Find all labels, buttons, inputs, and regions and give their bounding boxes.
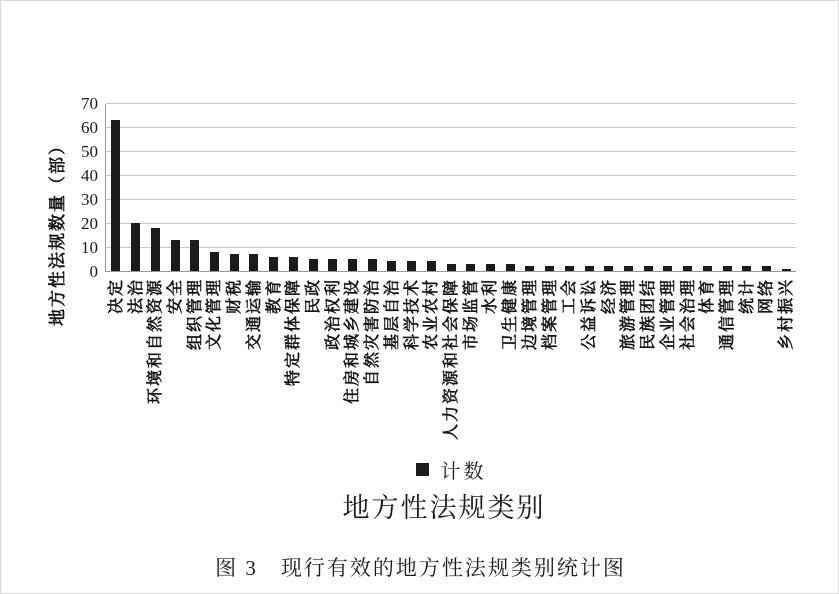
x-category-label: 环境和自然资源 (145, 278, 165, 405)
legend-label: 计数 (440, 461, 487, 483)
x-category-label: 企业管理 (657, 278, 677, 351)
gridline (106, 199, 796, 200)
x-category-label: 教育 (263, 278, 283, 315)
bar (230, 254, 239, 271)
x-category-label: 安全 (165, 278, 184, 315)
x-category-label: 民政 (303, 278, 322, 315)
gridline (106, 175, 796, 176)
bar (309, 259, 318, 271)
x-category-label: 农业农村 (421, 278, 441, 351)
bar (249, 254, 258, 271)
bar (742, 266, 751, 271)
x-category-label: 水利 (480, 278, 500, 315)
y-tick-label: 60 (81, 118, 98, 137)
bar (190, 240, 199, 271)
y-tick-label: 0 (89, 262, 98, 281)
x-category-label: 民族团结 (638, 278, 658, 351)
y-tick-label: 40 (81, 166, 98, 185)
x-category-label: 乡村振兴 (776, 278, 796, 351)
bar (348, 259, 357, 271)
x-category-label: 文化管理 (204, 278, 224, 351)
bar (466, 264, 475, 271)
x-category-label: 基层自治 (381, 278, 401, 351)
gridline (106, 127, 796, 128)
plot-area (106, 104, 796, 272)
x-category-label: 特定群体保障 (283, 278, 303, 387)
bar (703, 266, 712, 271)
x-category-label: 法治 (125, 278, 145, 315)
bar (328, 259, 337, 271)
bar (486, 264, 495, 271)
x-category-label: 社会治理 (677, 278, 697, 351)
y-tick-label: 10 (81, 238, 98, 257)
legend-swatch-icon (416, 463, 429, 476)
bar (269, 257, 278, 271)
figure-caption: 图 3 现行有效的地方性法规类别统计图 (215, 556, 626, 580)
bar (210, 252, 219, 271)
bar (525, 266, 534, 271)
x-category-label: 自然灾害防治 (362, 278, 382, 387)
bar (663, 266, 672, 271)
x-category-label: 人力资源和社会保障 (441, 278, 460, 441)
bar (447, 264, 456, 271)
x-category-label: 统计 (736, 278, 756, 315)
x-category-label: 政治权利 (322, 278, 342, 351)
bar (782, 269, 791, 271)
x-category-label: 旅游管理 (618, 278, 638, 351)
bar (565, 266, 574, 271)
bar (427, 261, 436, 271)
bar (624, 266, 633, 271)
x-category-label: 档案管理 (539, 278, 559, 351)
y-tick-label: 50 (81, 142, 98, 161)
x-category-label: 体育 (697, 278, 717, 315)
bar (604, 266, 613, 271)
x-category-label: 财税 (224, 278, 244, 315)
x-category-label: 卫生健康 (500, 278, 520, 351)
x-category-label: 通信管理 (717, 278, 736, 351)
bar (368, 259, 377, 271)
x-category-label: 住房和城乡建设 (342, 278, 362, 405)
gridline (106, 151, 796, 152)
bar (131, 223, 140, 271)
bar (683, 266, 692, 271)
bar (644, 266, 653, 271)
legend (1, 455, 839, 484)
bar (151, 228, 160, 271)
bar (387, 261, 396, 271)
x-axis-line (106, 271, 796, 272)
x-category-label: 科学技术 (401, 278, 421, 351)
y-axis-title: 地方性法规数量（部） (48, 136, 68, 326)
bar (506, 264, 515, 271)
x-category-label: 网络 (756, 278, 776, 315)
bar (545, 266, 554, 271)
x-category-label: 决定 (105, 278, 125, 315)
x-category-label: 组织管理 (184, 278, 204, 351)
bar (289, 257, 298, 271)
gridline (106, 247, 796, 248)
y-tick-label: 30 (81, 190, 98, 209)
bar (723, 266, 732, 271)
x-category-label: 公益诉讼 (579, 278, 598, 351)
bar (585, 266, 594, 271)
x-category-label: 经济 (598, 278, 618, 315)
x-category-label: 市场监管 (460, 278, 480, 351)
gridline (106, 103, 796, 104)
x-axis (106, 278, 796, 456)
y-axis-line (105, 104, 106, 272)
x-axis-title: 地方性法规类别 (342, 493, 546, 523)
x-category-label: 工会 (559, 278, 579, 315)
bar (111, 120, 120, 271)
bar (407, 261, 416, 271)
x-category-label: 交通运输 (243, 278, 263, 351)
gridline (106, 223, 796, 224)
y-tick-label: 20 (81, 214, 98, 233)
bar (171, 240, 180, 271)
bar (762, 266, 771, 271)
x-category-label: 边境管理 (519, 278, 539, 351)
y-tick-label: 70 (81, 94, 98, 113)
